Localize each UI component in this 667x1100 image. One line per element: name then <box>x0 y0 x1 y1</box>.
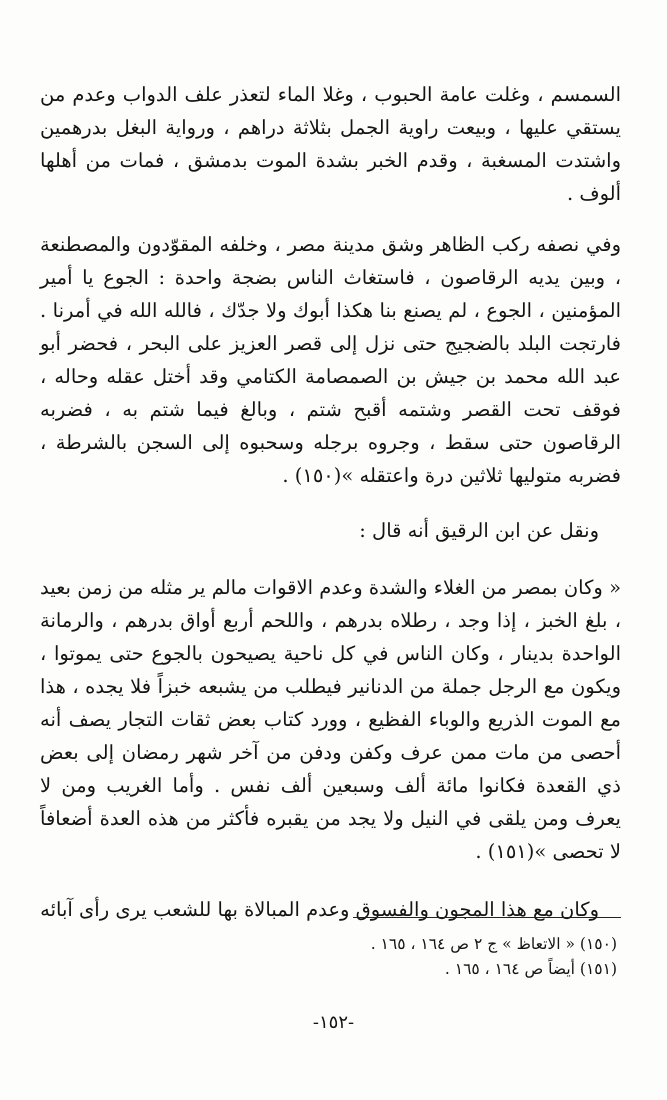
paragraph-1: السمسم ، وغلت عامة الحبوب ، وغلا الماء لتعذر علف الدواب وعدم من يستقي عليها ، وبيعت راوية الجمل بثلاثة دراهم ، ورواية البغل بدرهمين واشتدت المسغبة ، وقدم الخبر بشدة الموت بدمشق ، فمات من أهلها ألوف . <box>40 83 621 205</box>
footnote-151: (١٥١) أيضاً ص ١٦٤ ، ١٦٥ . <box>444 960 617 978</box>
page-body <box>40 78 621 926</box>
footnotes <box>57 932 617 982</box>
paragraph-3: ونقل عن ابن الرقيق أنه قال : <box>359 519 599 542</box>
paragraph-5: وكان مع هذا المجون والفسوق وعدم المبالاة بها للشعب يرى رأى آبائه <box>40 898 599 921</box>
page-number: -١٥٢- <box>312 1012 355 1033</box>
paragraph-2: وفي نصفه ركب الظاهر وشق مدينة مصر ، وخلفه المقوّدون والمصطنعة ، وبين يديه الرقاصون ، فاستغاث الناس بضجة واحدة : الجوع يا أمير المؤمنين ، الجوع ، لم يصنع بنا هكذا أبوك ولا جدّك ، فالله الله في أمرنا . فارتجت البلد بالضجيج حتى نزل إلى قصر العزيز على البحر ، فحضر أبو عبد الله محمد بن جيش بن الصمصامة الكتامي وقد أختل عقله وحاله ، فوقف تحت القصر وشتمه أقبح شتم ، وبالغ فيما شتم به ، فضربه الرقاصون حتى سقط ، وجروه برجله وسحبوه إلى السجن بالشرطة ، فضربه متوليها ثلاثين درة واعتقله »(١٥٠) . <box>40 233 621 487</box>
paragraph-4-quote: « وكان بمصر من الغلاء والشدة وعدم الاقوات مالم ير مثله من زمن بعيد ، بلغ الخبز ، إذا وجد ، رطلاه بدرهم ، واللحم أربع أواق بدرهم ، والرمانة الواحدة بدينار ، وكان الناس في كل ناحية يصيحون بالجوع حتى يموتوا ، ويكون مع الرجل جملة من الدنانير فيطلب من يشبعه خبزاً فلا يجده ، هذا مع الموت الذريع والوباء الفظيع ، وورد كتاب بعض ثقات التجار يصف أنه أحصى من مات ممن عرف وكفن ودفن من آخر شهر رمضان إلى بعض ذي القعدة فكانوا مائة ألف وسبعين ألف نفس . وأما الغريب ومن لا يعرف ومن يلقى في النيل ولا يجد من يقبره فأكثر من هذه العدة أضعافاً لا تحصى »(١٥١) . <box>40 576 621 863</box>
footnote-divider <box>353 917 621 918</box>
footnote-150: (١٥٠) « الاتعاظ » ج ٢ ص ١٦٤ ، ١٦٥ . <box>370 935 617 953</box>
